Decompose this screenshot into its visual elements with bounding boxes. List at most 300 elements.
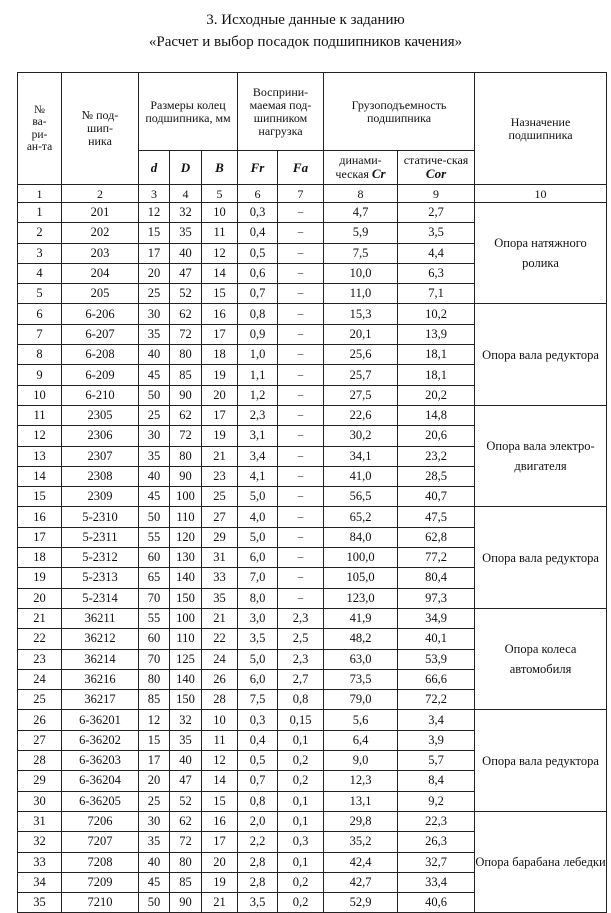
variant-number-cell: 6: [18, 304, 62, 324]
header-static: [398, 151, 475, 185]
radial-load-cell: 4,0: [238, 507, 278, 527]
bearing-number-cell: 7207: [62, 832, 139, 852]
bearing-number-cell: 6-206: [62, 304, 139, 324]
dynamic-capacity-cell: 5,6: [324, 710, 398, 730]
width-cell: 27: [202, 507, 238, 527]
axial-load-cell: 0,2: [278, 751, 324, 771]
header-static-label: статиче-ская: [403, 153, 469, 167]
inner-diameter-cell: 60: [139, 629, 170, 649]
inner-diameter-cell: 55: [139, 608, 170, 628]
inner-diameter-cell: 30: [139, 304, 170, 324]
variant-number-cell: 9: [18, 365, 62, 385]
table-row: [18, 405, 607, 425]
header-purpose: Назначение подшипника: [475, 73, 607, 185]
outer-diameter-cell: 150: [170, 690, 202, 710]
dynamic-capacity-cell: 13,1: [324, 791, 398, 811]
width-cell: 10: [202, 710, 238, 730]
static-capacity-cell: 3,4: [398, 710, 475, 730]
dynamic-capacity-cell: 34,1: [324, 446, 398, 466]
inner-diameter-cell: 20: [139, 771, 170, 791]
width-cell: 16: [202, 304, 238, 324]
variant-number-cell: 26: [18, 710, 62, 730]
variant-number-cell: 21: [18, 608, 62, 628]
width-cell: 35: [202, 588, 238, 608]
dynamic-capacity-cell: 63,0: [324, 649, 398, 669]
column-number: 1: [18, 185, 62, 203]
bearing-number-cell: 6-209: [62, 365, 139, 385]
static-capacity-cell: 26,3: [398, 832, 475, 852]
dynamic-capacity-cell: 52,9: [324, 893, 398, 913]
width-cell: 19: [202, 872, 238, 892]
header-bearing-number: № под-шип-ника: [62, 73, 139, 185]
static-capacity-cell: 62,8: [398, 527, 475, 547]
dynamic-capacity-cell: 79,0: [324, 690, 398, 710]
axial-load-cell: –: [278, 324, 324, 344]
bearing-number-cell: 6-210: [62, 385, 139, 405]
static-capacity-cell: 2,7: [398, 203, 475, 223]
outer-diameter-cell: 140: [170, 568, 202, 588]
outer-diameter-cell: 140: [170, 669, 202, 689]
dynamic-capacity-cell: 35,2: [324, 832, 398, 852]
dynamic-capacity-cell: 6,4: [324, 730, 398, 750]
variant-number-cell: 4: [18, 263, 62, 283]
variant-number-cell: 29: [18, 771, 62, 791]
width-cell: 14: [202, 771, 238, 791]
dynamic-capacity-cell: 65,2: [324, 507, 398, 527]
column-number: 5: [202, 185, 238, 203]
outer-diameter-cell: 62: [170, 811, 202, 831]
axial-load-cell: –: [278, 223, 324, 243]
dynamic-capacity-cell: 20,1: [324, 324, 398, 344]
axial-load-cell: –: [278, 466, 324, 486]
variant-number-cell: 11: [18, 405, 62, 425]
header-B: B: [202, 151, 238, 185]
outer-diameter-cell: 40: [170, 751, 202, 771]
bearing-number-cell: 7210: [62, 893, 139, 913]
bearing-number-cell: 6-36204: [62, 771, 139, 791]
radial-load-cell: 0,5: [238, 751, 278, 771]
purpose-cell: Опора вала редуктора: [475, 507, 607, 608]
inner-diameter-cell: 45: [139, 487, 170, 507]
width-cell: 17: [202, 405, 238, 425]
variant-number-cell: 20: [18, 588, 62, 608]
outer-diameter-cell: 72: [170, 426, 202, 446]
inner-diameter-cell: 50: [139, 507, 170, 527]
column-number: 10: [475, 185, 607, 203]
bearing-number-cell: 6-208: [62, 345, 139, 365]
outer-diameter-cell: 80: [170, 446, 202, 466]
width-cell: 16: [202, 811, 238, 831]
variant-number-cell: 3: [18, 243, 62, 263]
outer-diameter-cell: 80: [170, 345, 202, 365]
radial-load-cell: 0,3: [238, 710, 278, 730]
axial-load-cell: 2,7: [278, 669, 324, 689]
table-row: [18, 203, 607, 223]
variant-number-cell: 15: [18, 487, 62, 507]
dynamic-capacity-cell: 22,6: [324, 405, 398, 425]
outer-diameter-cell: 47: [170, 771, 202, 791]
variant-number-cell: 30: [18, 791, 62, 811]
dynamic-capacity-cell: 41,9: [324, 608, 398, 628]
inner-diameter-cell: 65: [139, 568, 170, 588]
variant-number-cell: 13: [18, 446, 62, 466]
radial-load-cell: 3,4: [238, 446, 278, 466]
outer-diameter-cell: 72: [170, 832, 202, 852]
radial-load-cell: 0,5: [238, 243, 278, 263]
bearing-number-cell: 5-2312: [62, 548, 139, 568]
width-cell: 10: [202, 203, 238, 223]
variant-number-cell: 23: [18, 649, 62, 669]
dynamic-capacity-cell: 41,0: [324, 466, 398, 486]
width-cell: 28: [202, 690, 238, 710]
radial-load-cell: 0,7: [238, 284, 278, 304]
inner-diameter-cell: 30: [139, 426, 170, 446]
axial-load-cell: 0,2: [278, 771, 324, 791]
variant-number-cell: 27: [18, 730, 62, 750]
dynamic-capacity-cell: 73,5: [324, 669, 398, 689]
static-capacity-cell: 9,2: [398, 791, 475, 811]
axial-load-cell: 0,2: [278, 872, 324, 892]
table-row: [18, 608, 607, 628]
axial-load-cell: –: [278, 345, 324, 365]
purpose-cell: Опора вала редуктора: [475, 710, 607, 811]
header-Fr: Fr: [238, 151, 278, 185]
radial-load-cell: 3,0: [238, 608, 278, 628]
radial-load-cell: 3,5: [238, 629, 278, 649]
bearing-number-cell: 203: [62, 243, 139, 263]
table-row: [18, 304, 607, 324]
variant-number-cell: 31: [18, 811, 62, 831]
bearing-data-table: [17, 72, 607, 913]
width-cell: 12: [202, 751, 238, 771]
outer-diameter-cell: 85: [170, 365, 202, 385]
width-cell: 20: [202, 852, 238, 872]
inner-diameter-cell: 40: [139, 852, 170, 872]
radial-load-cell: 2,8: [238, 872, 278, 892]
inner-diameter-cell: 30: [139, 811, 170, 831]
bearing-number-cell: 36214: [62, 649, 139, 669]
variant-number-cell: 2: [18, 223, 62, 243]
width-cell: 26: [202, 669, 238, 689]
variant-number-cell: 18: [18, 548, 62, 568]
width-cell: 21: [202, 608, 238, 628]
bearing-number-cell: 2307: [62, 446, 139, 466]
bearing-number-cell: 6-207: [62, 324, 139, 344]
axial-load-cell: –: [278, 426, 324, 446]
inner-diameter-cell: 17: [139, 751, 170, 771]
radial-load-cell: 4,1: [238, 466, 278, 486]
inner-diameter-cell: 35: [139, 832, 170, 852]
dynamic-capacity-cell: 105,0: [324, 568, 398, 588]
variant-number-cell: 28: [18, 751, 62, 771]
radial-load-cell: 2,0: [238, 811, 278, 831]
inner-diameter-cell: 25: [139, 284, 170, 304]
variant-number-cell: 10: [18, 385, 62, 405]
static-capacity-cell: 80,4: [398, 568, 475, 588]
radial-load-cell: 0,6: [238, 263, 278, 283]
inner-diameter-cell: 15: [139, 223, 170, 243]
variant-number-cell: 32: [18, 832, 62, 852]
width-cell: 29: [202, 527, 238, 547]
bearing-number-cell: 204: [62, 263, 139, 283]
radial-load-cell: 0,8: [238, 304, 278, 324]
axial-load-cell: 2,3: [278, 649, 324, 669]
width-cell: 17: [202, 832, 238, 852]
radial-load-cell: 5,0: [238, 649, 278, 669]
outer-diameter-cell: 150: [170, 588, 202, 608]
static-capacity-cell: 10,2: [398, 304, 475, 324]
variant-number-cell: 19: [18, 568, 62, 588]
axial-load-cell: 0,1: [278, 791, 324, 811]
bearing-number-cell: 36216: [62, 669, 139, 689]
bearing-number-cell: 201: [62, 203, 139, 223]
inner-diameter-cell: 40: [139, 466, 170, 486]
header-D: D: [170, 151, 202, 185]
axial-load-cell: –: [278, 203, 324, 223]
width-cell: 18: [202, 345, 238, 365]
radial-load-cell: 8,0: [238, 588, 278, 608]
dynamic-capacity-cell: 4,7: [324, 203, 398, 223]
static-capacity-cell: 40,6: [398, 893, 475, 913]
width-cell: 12: [202, 243, 238, 263]
inner-diameter-cell: 50: [139, 893, 170, 913]
radial-load-cell: 1,2: [238, 385, 278, 405]
header-dynamic-symbol: Cr: [371, 166, 386, 181]
outer-diameter-cell: 100: [170, 608, 202, 628]
axial-load-cell: –: [278, 284, 324, 304]
static-capacity-cell: 7,1: [398, 284, 475, 304]
dynamic-capacity-cell: 27,5: [324, 385, 398, 405]
variant-number-cell: 12: [18, 426, 62, 446]
dynamic-capacity-cell: 84,0: [324, 527, 398, 547]
dynamic-capacity-cell: 25,7: [324, 365, 398, 385]
radial-load-cell: 0,4: [238, 730, 278, 750]
dynamic-capacity-cell: 100,0: [324, 548, 398, 568]
inner-diameter-cell: 45: [139, 365, 170, 385]
column-number: 2: [62, 185, 139, 203]
purpose-cell: Опора барабана лебедки: [475, 811, 607, 912]
dynamic-capacity-cell: 12,3: [324, 771, 398, 791]
table-row: [18, 507, 607, 527]
dynamic-capacity-cell: 7,5: [324, 243, 398, 263]
axial-load-cell: –: [278, 548, 324, 568]
axial-load-cell: 0,1: [278, 811, 324, 831]
static-capacity-cell: 3,9: [398, 730, 475, 750]
dynamic-capacity-cell: 11,0: [324, 284, 398, 304]
axial-load-cell: –: [278, 405, 324, 425]
outer-diameter-cell: 52: [170, 284, 202, 304]
outer-diameter-cell: 62: [170, 405, 202, 425]
axial-load-cell: –: [278, 507, 324, 527]
axial-load-cell: 0,2: [278, 893, 324, 913]
bearing-number-cell: 36211: [62, 608, 139, 628]
header-static-symbol: Cor: [425, 166, 447, 181]
static-capacity-cell: 28,5: [398, 466, 475, 486]
bearing-number-cell: 2309: [62, 487, 139, 507]
purpose-cell: Опора колеса автомобиля: [475, 608, 607, 709]
static-capacity-cell: 14,8: [398, 405, 475, 425]
width-cell: 15: [202, 791, 238, 811]
table-row: [18, 811, 607, 831]
static-capacity-cell: 40,7: [398, 487, 475, 507]
radial-load-cell: 1,0: [238, 345, 278, 365]
variant-number-cell: 24: [18, 669, 62, 689]
outer-diameter-cell: 90: [170, 385, 202, 405]
header-load: Восприни-маемая под-шипником нагрузка: [238, 73, 324, 151]
dynamic-capacity-cell: 30,2: [324, 426, 398, 446]
dynamic-capacity-cell: 10,0: [324, 263, 398, 283]
radial-load-cell: 2,8: [238, 852, 278, 872]
variant-number-cell: 14: [18, 466, 62, 486]
outer-diameter-cell: 100: [170, 487, 202, 507]
variant-number-cell: 34: [18, 872, 62, 892]
width-cell: 21: [202, 446, 238, 466]
outer-diameter-cell: 52: [170, 791, 202, 811]
radial-load-cell: 2,2: [238, 832, 278, 852]
radial-load-cell: 7,0: [238, 568, 278, 588]
static-capacity-cell: 20,6: [398, 426, 475, 446]
radial-load-cell: 3,1: [238, 426, 278, 446]
page-title: 3. Исходные данные к заданию: [206, 12, 405, 28]
radial-load-cell: 5,0: [238, 527, 278, 547]
inner-diameter-cell: 55: [139, 527, 170, 547]
outer-diameter-cell: 32: [170, 710, 202, 730]
radial-load-cell: 6,0: [238, 669, 278, 689]
outer-diameter-cell: 85: [170, 872, 202, 892]
dynamic-capacity-cell: 42,4: [324, 852, 398, 872]
axial-load-cell: –: [278, 588, 324, 608]
static-capacity-cell: 53,9: [398, 649, 475, 669]
static-capacity-cell: 77,2: [398, 548, 475, 568]
axial-load-cell: 2,3: [278, 608, 324, 628]
column-number: 4: [170, 185, 202, 203]
axial-load-cell: –: [278, 365, 324, 385]
static-capacity-cell: 47,5: [398, 507, 475, 527]
header-ring-sizes: Размеры колец подшипника, мм: [139, 73, 238, 151]
bearing-number-cell: 5-2310: [62, 507, 139, 527]
dynamic-capacity-cell: 29,8: [324, 811, 398, 831]
table-row: [18, 710, 607, 730]
bearing-number-cell: 2308: [62, 466, 139, 486]
static-capacity-cell: 3,5: [398, 223, 475, 243]
bearing-number-cell: 6-36203: [62, 751, 139, 771]
static-capacity-cell: 4,4: [398, 243, 475, 263]
static-capacity-cell: 33,4: [398, 872, 475, 892]
width-cell: 33: [202, 568, 238, 588]
outer-diameter-cell: 110: [170, 629, 202, 649]
variant-number-cell: 8: [18, 345, 62, 365]
width-cell: 25: [202, 487, 238, 507]
bearing-number-cell: 6-36205: [62, 791, 139, 811]
outer-diameter-cell: 62: [170, 304, 202, 324]
dynamic-capacity-cell: 48,2: [324, 629, 398, 649]
width-cell: 11: [202, 730, 238, 750]
header-capacity: Грузоподъемность подшипника: [324, 73, 475, 151]
radial-load-cell: 0,7: [238, 771, 278, 791]
header-dynamic: [324, 151, 398, 185]
header-variant: № ва-ри-ан-та: [18, 73, 62, 185]
inner-diameter-cell: 17: [139, 243, 170, 263]
inner-diameter-cell: 12: [139, 710, 170, 730]
axial-load-cell: 0,15: [278, 710, 324, 730]
axial-load-cell: –: [278, 568, 324, 588]
column-number: 6: [238, 185, 278, 203]
bearing-number-cell: 36217: [62, 690, 139, 710]
axial-load-cell: –: [278, 487, 324, 507]
radial-load-cell: 5,0: [238, 487, 278, 507]
inner-diameter-cell: 15: [139, 730, 170, 750]
outer-diameter-cell: 90: [170, 893, 202, 913]
bearing-number-cell: 5-2313: [62, 568, 139, 588]
header-dynamic-label: динами-ческая: [335, 153, 382, 181]
static-capacity-cell: 20,2: [398, 385, 475, 405]
outer-diameter-cell: 130: [170, 548, 202, 568]
dynamic-capacity-cell: 123,0: [324, 588, 398, 608]
bearing-number-cell: 6-36202: [62, 730, 139, 750]
width-cell: 15: [202, 284, 238, 304]
dynamic-capacity-cell: 5,9: [324, 223, 398, 243]
bearing-number-cell: 2305: [62, 405, 139, 425]
outer-diameter-cell: 47: [170, 263, 202, 283]
dynamic-capacity-cell: 25,6: [324, 345, 398, 365]
dynamic-capacity-cell: 9,0: [324, 751, 398, 771]
static-capacity-cell: 34,9: [398, 608, 475, 628]
bearing-number-cell: 6-36201: [62, 710, 139, 730]
inner-diameter-cell: 35: [139, 446, 170, 466]
inner-diameter-cell: 80: [139, 669, 170, 689]
bearing-number-cell: 2306: [62, 426, 139, 446]
inner-diameter-cell: 85: [139, 690, 170, 710]
outer-diameter-cell: 32: [170, 203, 202, 223]
static-capacity-cell: 13,9: [398, 324, 475, 344]
variant-number-cell: 1: [18, 203, 62, 223]
header-d: d: [139, 151, 170, 185]
static-capacity-cell: 40,1: [398, 629, 475, 649]
width-cell: 23: [202, 466, 238, 486]
header-Fa: Fa: [278, 151, 324, 185]
outer-diameter-cell: 35: [170, 223, 202, 243]
inner-diameter-cell: 35: [139, 324, 170, 344]
inner-diameter-cell: 25: [139, 405, 170, 425]
axial-load-cell: –: [278, 527, 324, 547]
outer-diameter-cell: 80: [170, 852, 202, 872]
bearing-number-cell: 7209: [62, 872, 139, 892]
variant-number-cell: 22: [18, 629, 62, 649]
axial-load-cell: –: [278, 243, 324, 263]
inner-diameter-cell: 70: [139, 588, 170, 608]
inner-diameter-cell: 40: [139, 345, 170, 365]
radial-load-cell: 2,3: [238, 405, 278, 425]
bearing-number-cell: 205: [62, 284, 139, 304]
static-capacity-cell: 66,6: [398, 669, 475, 689]
purpose-cell: Опора вала редуктора: [475, 304, 607, 405]
radial-load-cell: 1,1: [238, 365, 278, 385]
purpose-cell: Опора натяжного ролика: [475, 203, 607, 304]
axial-load-cell: 2,5: [278, 629, 324, 649]
width-cell: 21: [202, 893, 238, 913]
axial-load-cell: –: [278, 304, 324, 324]
width-cell: 31: [202, 548, 238, 568]
outer-diameter-cell: 35: [170, 730, 202, 750]
inner-diameter-cell: 50: [139, 385, 170, 405]
inner-diameter-cell: 25: [139, 791, 170, 811]
width-cell: 19: [202, 426, 238, 446]
outer-diameter-cell: 125: [170, 649, 202, 669]
purpose-cell: Опора вала электро-двигателя: [475, 405, 607, 506]
inner-diameter-cell: 70: [139, 649, 170, 669]
bearing-number-cell: 36212: [62, 629, 139, 649]
column-number-row: [18, 185, 607, 203]
